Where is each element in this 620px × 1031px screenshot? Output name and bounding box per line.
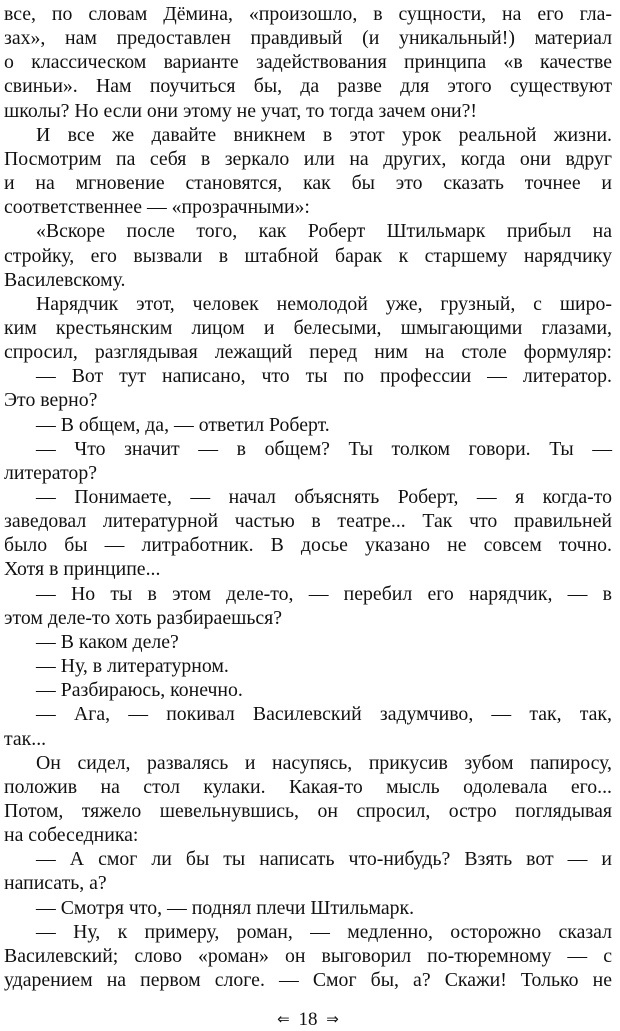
- text-line: спросил, разглядывая лежащий перед ним на столе формуляр:: [4, 341, 612, 364]
- text-line: — Ну, в литературном.: [36, 655, 229, 678]
- text-line: — В общем, да, — ответил Роберт.: [36, 413, 330, 436]
- text-line: — Что значит — в общем? Ты толком говори. Ты —: [36, 437, 612, 460]
- text-line: и на мгновение становятся, как бы это сказать точнее и: [4, 172, 612, 195]
- text-line: положив на стол кулаки. Какая-то мысль одолевала его...: [4, 775, 612, 798]
- text-line: школы? Но если они этому не учат, то тогда зачем они?!: [4, 99, 477, 122]
- left-arrow-icon: ⇐: [277, 1010, 290, 1028]
- text-line: — Ну, к примеру, роман, — медленно, осторожно сказал: [36, 920, 612, 943]
- text-line: Это верно?: [4, 389, 98, 412]
- text-line: так...: [4, 727, 47, 750]
- book-page: [4, 0, 612, 1029]
- text-line: — Вот тут написано, что ты по профессии — литератор.: [36, 365, 612, 388]
- text-line: зах», нам предоставлен правдивый (и уникальный!) материал: [4, 27, 612, 50]
- text-line: ударением на первом слоге. — Смог бы, а? Скажи! Только не: [4, 969, 612, 991]
- page-footer: [4, 1008, 612, 1030]
- text-line: литератор?: [4, 461, 97, 484]
- text-line: Нарядчик этот, человек немолодой уже, грузный, с широ-: [36, 292, 612, 315]
- text-line: соответственнее — «прозрачными»:: [4, 196, 310, 219]
- text-line: «Вскоре после того, как Роберт Штильмарк прибыл на: [36, 220, 612, 243]
- text-line: Посмотрим па себя в зеркало или на других, когда они вдруг: [4, 147, 612, 170]
- text-line: — В каком деле?: [36, 630, 179, 653]
- page-number: 18: [298, 1009, 318, 1030]
- text-line: Потом, тяжело шевельнувшись, он спросил, остро поглядывая: [4, 799, 612, 822]
- text-line: — А смог ли бы ты написать что-нибудь? Взять вот — и: [36, 848, 612, 871]
- text-line: Он сидел, развалясь и насупясь, прикусив зубом папиросу,: [36, 751, 612, 774]
- text-line: свиньи». Нам поучиться бы, да разве для этого существуют: [4, 75, 612, 98]
- text-line: — Ага, — покивал Василевский задумчиво, — так, так,: [36, 703, 612, 726]
- text-line: заведовал литературной частью в театре... Так что правильней: [4, 510, 612, 533]
- text-line: ким крестьянским лицом и белесыми, шмыгающими глазами,: [4, 316, 612, 339]
- text-line: стройку, его вызвали в штабной барак к старшему нарядчику: [4, 244, 612, 267]
- text-line: — Разбираюсь, конечно.: [36, 679, 243, 702]
- text-line: — Но ты в этом деле-то, — перебил его нарядчик, — в: [36, 582, 612, 605]
- right-arrow-icon: ⇒: [326, 1010, 339, 1028]
- text-line: все, по словам Дёмина, «произошло, в сущности, на его гла-: [4, 3, 612, 25]
- text-line: этом деле-то хоть разбираешься?: [4, 606, 283, 629]
- text-line: о классическом варианте задействования принципа «в качестве: [4, 51, 612, 74]
- text-line: — Понимаете, — начал объяснять Роберт, — я когда-то: [36, 486, 612, 508]
- text-line: И все же давайте вникнем в этот урок реальной жизни.: [36, 123, 612, 146]
- text-line: было бы — литработник. В досье указано не совсем точно.: [4, 534, 612, 557]
- text-line: Василевский; слово «роман» он выговорил по-тюремному — с: [4, 944, 612, 967]
- text-line: на собеседника:: [4, 824, 139, 847]
- text-line: Василевскому.: [4, 268, 126, 291]
- text-line: — Смотря что, — поднял плечи Штильмарк.: [36, 896, 415, 919]
- text-line: Хотя в принципе...: [4, 558, 161, 581]
- text-line: написать, а?: [4, 872, 107, 895]
